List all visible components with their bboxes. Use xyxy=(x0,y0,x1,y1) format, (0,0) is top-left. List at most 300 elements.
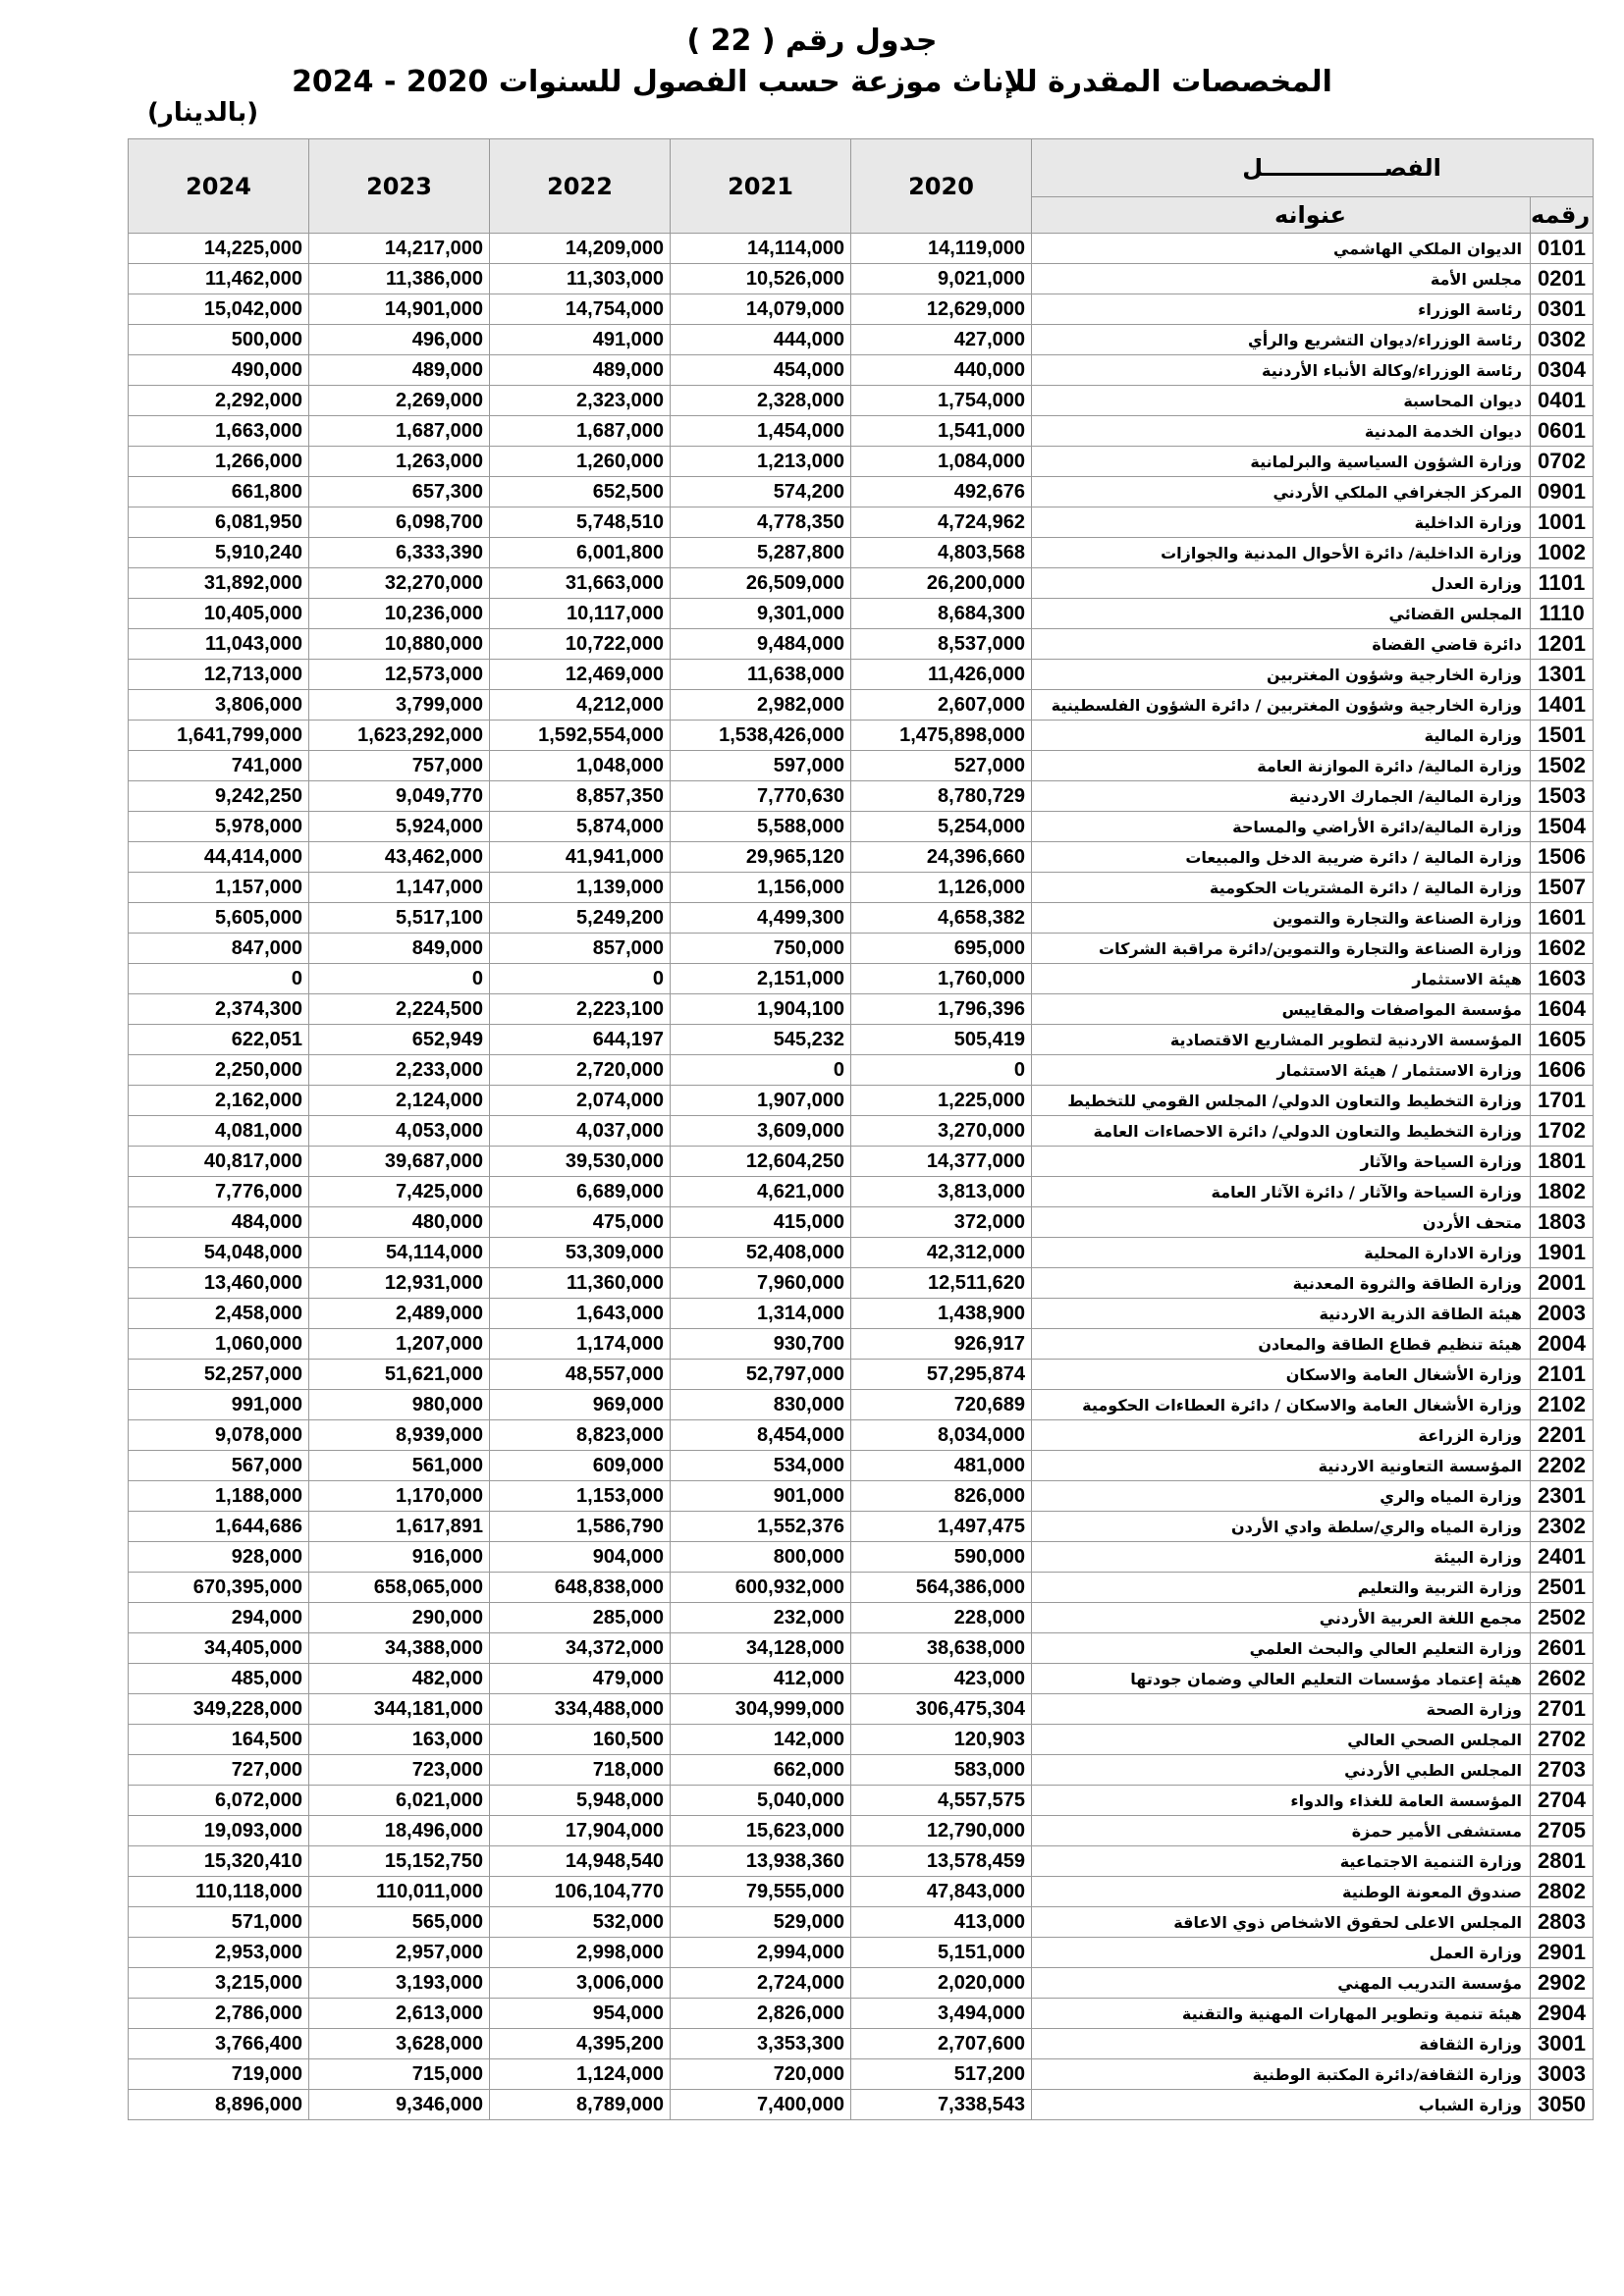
table-row xyxy=(129,629,1594,660)
chapter-code: 1606 xyxy=(1531,1055,1594,1086)
chapter-code: 1502 xyxy=(1531,751,1594,781)
chapter-name: هيئة تنظيم قطاع الطاقة والمعادن xyxy=(1032,1329,1531,1360)
chapter-name: هيئة الاستثمار xyxy=(1032,964,1531,994)
value-2022: 5,249,200 xyxy=(490,903,671,934)
chapter-name: وزارة الصناعة والتجارة والتموين xyxy=(1032,903,1531,934)
value-2021: 15,623,000 xyxy=(671,1816,851,1846)
chapter-name: ديوان الخدمة المدنية xyxy=(1032,416,1531,447)
table-row xyxy=(129,1390,1594,1420)
value-2021: 142,000 xyxy=(671,1725,851,1755)
value-2023: 51,621,000 xyxy=(309,1360,490,1390)
chapter-code: 2004 xyxy=(1531,1329,1594,1360)
value-2022: 1,643,000 xyxy=(490,1299,671,1329)
table-row xyxy=(129,477,1594,507)
chapter-code: 2704 xyxy=(1531,1786,1594,1816)
table-row xyxy=(129,1999,1594,2029)
chapter-code: 2003 xyxy=(1531,1299,1594,1329)
value-2021: 545,232 xyxy=(671,1025,851,1055)
value-2022: 53,309,000 xyxy=(490,1238,671,1268)
value-2023: 12,573,000 xyxy=(309,660,490,690)
value-2023: 652,949 xyxy=(309,1025,490,1055)
value-2023: 849,000 xyxy=(309,934,490,964)
table-row xyxy=(129,1512,1594,1542)
chapter-name: المجلس القضائي xyxy=(1032,599,1531,629)
chapter-code: 1503 xyxy=(1531,781,1594,812)
chapter-name: وزارة الثقافة/دائرة المكتبة الوطنية xyxy=(1032,2059,1531,2090)
value-2023: 15,152,750 xyxy=(309,1846,490,1877)
value-2021: 5,040,000 xyxy=(671,1786,851,1816)
value-2021: 304,999,000 xyxy=(671,1694,851,1725)
value-2023: 6,021,000 xyxy=(309,1786,490,1816)
value-2023: 10,880,000 xyxy=(309,629,490,660)
chapter-code: 2301 xyxy=(1531,1481,1594,1512)
value-2020: 0 xyxy=(851,1055,1032,1086)
value-2024: 928,000 xyxy=(129,1542,309,1573)
chapter-code: 2101 xyxy=(1531,1360,1594,1390)
value-2022: 652,500 xyxy=(490,477,671,507)
value-2020: 440,000 xyxy=(851,355,1032,386)
value-2024: 490,000 xyxy=(129,355,309,386)
value-2020: 120,903 xyxy=(851,1725,1032,1755)
value-2023: 2,269,000 xyxy=(309,386,490,416)
chapter-name: وزارة الأشغال العامة والاسكان / دائرة العطاءات الحكومية xyxy=(1032,1390,1531,1420)
chapter-name: وزارة المالية/ الجمارك الاردنية xyxy=(1032,781,1531,812)
value-2023: 7,425,000 xyxy=(309,1177,490,1207)
chapter-name: مجلس الأمة xyxy=(1032,264,1531,294)
value-2020: 3,813,000 xyxy=(851,1177,1032,1207)
value-2023: 565,000 xyxy=(309,1907,490,1938)
value-2021: 14,114,000 xyxy=(671,234,851,264)
table-row xyxy=(129,2029,1594,2059)
value-2022: 106,104,770 xyxy=(490,1877,671,1907)
table-row xyxy=(129,1329,1594,1360)
table-row xyxy=(129,1025,1594,1055)
value-2020: 228,000 xyxy=(851,1603,1032,1633)
table-row xyxy=(129,1116,1594,1147)
value-2021: 3,353,300 xyxy=(671,2029,851,2059)
value-2022: 12,469,000 xyxy=(490,660,671,690)
table-row xyxy=(129,1481,1594,1512)
value-2024: 2,374,300 xyxy=(129,994,309,1025)
table-row xyxy=(129,1268,1594,1299)
chapter-code: 1702 xyxy=(1531,1116,1594,1147)
chapter-code: 0901 xyxy=(1531,477,1594,507)
value-2021: 830,000 xyxy=(671,1390,851,1420)
chapter-code: 0601 xyxy=(1531,416,1594,447)
chapter-code: 2901 xyxy=(1531,1938,1594,1968)
value-2023: 6,098,700 xyxy=(309,507,490,538)
value-2023: 32,270,000 xyxy=(309,568,490,599)
value-2024: 349,228,000 xyxy=(129,1694,309,1725)
chapter-code: 2001 xyxy=(1531,1268,1594,1299)
value-2020: 38,638,000 xyxy=(851,1633,1032,1664)
chapter-code: 1602 xyxy=(1531,934,1594,964)
value-2024: 31,892,000 xyxy=(129,568,309,599)
value-2022: 31,663,000 xyxy=(490,568,671,599)
value-2024: 485,000 xyxy=(129,1664,309,1694)
value-2020: 12,790,000 xyxy=(851,1816,1032,1846)
chapter-code: 2705 xyxy=(1531,1816,1594,1846)
value-2022: 8,789,000 xyxy=(490,2090,671,2120)
value-2021: 1,904,100 xyxy=(671,994,851,1025)
value-2020: 2,020,000 xyxy=(851,1968,1032,1999)
value-2024: 3,806,000 xyxy=(129,690,309,721)
value-2021: 412,000 xyxy=(671,1664,851,1694)
value-2022: 954,000 xyxy=(490,1999,671,2029)
value-2023: 1,170,000 xyxy=(309,1481,490,1512)
value-2023: 8,939,000 xyxy=(309,1420,490,1451)
chapter-name: صندوق المعونة الوطنية xyxy=(1032,1877,1531,1907)
chapter-code: 1301 xyxy=(1531,660,1594,690)
chapter-code: 1110 xyxy=(1531,599,1594,629)
table-row xyxy=(129,234,1594,264)
chapter-code: 2801 xyxy=(1531,1846,1594,1877)
chapter-code: 1605 xyxy=(1531,1025,1594,1055)
value-2024: 14,225,000 xyxy=(129,234,309,264)
value-2022: 1,139,000 xyxy=(490,873,671,903)
value-2023: 1,147,000 xyxy=(309,873,490,903)
value-2023: 489,000 xyxy=(309,355,490,386)
value-2024: 670,395,000 xyxy=(129,1573,309,1603)
value-2021: 600,932,000 xyxy=(671,1573,851,1603)
value-2021: 800,000 xyxy=(671,1542,851,1573)
table-number: جدول رقم ( 22 ) xyxy=(686,24,938,58)
chapter-code: 2802 xyxy=(1531,1877,1594,1907)
value-2020: 306,475,304 xyxy=(851,1694,1032,1725)
col-2021-header: 2021 xyxy=(671,139,851,234)
value-2021: 2,724,000 xyxy=(671,1968,851,1999)
value-2021: 2,994,000 xyxy=(671,1938,851,1968)
value-2021: 1,454,000 xyxy=(671,416,851,447)
chapter-name: وزارة الصحة xyxy=(1032,1694,1531,1725)
currency-unit: (بالدينار) xyxy=(147,98,259,128)
value-2023: 43,462,000 xyxy=(309,842,490,873)
value-2023: 5,924,000 xyxy=(309,812,490,842)
value-2024: 1,157,000 xyxy=(129,873,309,903)
value-2023: 715,000 xyxy=(309,2059,490,2090)
value-2022: 6,689,000 xyxy=(490,1177,671,1207)
value-2023: 658,065,000 xyxy=(309,1573,490,1603)
value-2024: 19,093,000 xyxy=(129,1816,309,1846)
value-2023: 1,207,000 xyxy=(309,1329,490,1360)
value-2020: 2,707,600 xyxy=(851,2029,1032,2059)
chapter-name: متحف الأردن xyxy=(1032,1207,1531,1238)
value-2023: 12,931,000 xyxy=(309,1268,490,1299)
chapter-name: هيئة إعتماد مؤسسات التعليم العالي وضمان جودتها xyxy=(1032,1664,1531,1694)
value-2021: 1,552,376 xyxy=(671,1512,851,1542)
table-row xyxy=(129,2090,1594,2120)
value-2023: 2,224,500 xyxy=(309,994,490,1025)
value-2023: 2,124,000 xyxy=(309,1086,490,1116)
value-2021: 720,000 xyxy=(671,2059,851,2090)
value-2023: 11,386,000 xyxy=(309,264,490,294)
value-2021: 415,000 xyxy=(671,1207,851,1238)
value-2024: 294,000 xyxy=(129,1603,309,1633)
value-2021: 5,588,000 xyxy=(671,812,851,842)
value-2021: 3,609,000 xyxy=(671,1116,851,1147)
table-row xyxy=(129,812,1594,842)
value-2020: 1,796,396 xyxy=(851,994,1032,1025)
chapter-code: 2701 xyxy=(1531,1694,1594,1725)
allocations-table xyxy=(128,138,1594,2120)
value-2024: 40,817,000 xyxy=(129,1147,309,1177)
chapter-code: 1401 xyxy=(1531,690,1594,721)
col-2023-header: 2023 xyxy=(309,139,490,234)
value-2023: 14,901,000 xyxy=(309,294,490,325)
table-row xyxy=(129,568,1594,599)
value-2021: 4,621,000 xyxy=(671,1177,851,1207)
value-2020: 413,000 xyxy=(851,1907,1032,1938)
chapter-code: 1201 xyxy=(1531,629,1594,660)
value-2020: 826,000 xyxy=(851,1481,1032,1512)
chapter-name: مؤسسة التدريب المهني xyxy=(1032,1968,1531,1999)
value-2022: 969,000 xyxy=(490,1390,671,1420)
value-2024: 2,786,000 xyxy=(129,1999,309,2029)
value-2024: 847,000 xyxy=(129,934,309,964)
value-2022: 11,303,000 xyxy=(490,264,671,294)
value-2020: 720,689 xyxy=(851,1390,1032,1420)
chapter-code: 2202 xyxy=(1531,1451,1594,1481)
table-row xyxy=(129,386,1594,416)
chapter-name: المجلس الصحي العالي xyxy=(1032,1725,1531,1755)
chapter-name: وزارة الثقافة xyxy=(1032,2029,1531,2059)
value-2020: 14,119,000 xyxy=(851,234,1032,264)
value-2024: 164,500 xyxy=(129,1725,309,1755)
table-row xyxy=(129,1633,1594,1664)
value-2024: 5,605,000 xyxy=(129,903,309,934)
value-2024: 44,414,000 xyxy=(129,842,309,873)
value-2021: 1,213,000 xyxy=(671,447,851,477)
value-2020: 8,537,000 xyxy=(851,629,1032,660)
chapter-name: وزارة الداخلية/ دائرة الأحوال المدنية والجوازات xyxy=(1032,538,1531,568)
value-2023: 1,687,000 xyxy=(309,416,490,447)
table-row xyxy=(129,934,1594,964)
table-row xyxy=(129,842,1594,873)
value-2023: 757,000 xyxy=(309,751,490,781)
chapter-name: وزارة الأشغال العامة والاسكان xyxy=(1032,1360,1531,1390)
value-2022: 2,323,000 xyxy=(490,386,671,416)
table-row xyxy=(129,447,1594,477)
value-2023: 2,233,000 xyxy=(309,1055,490,1086)
table-row xyxy=(129,507,1594,538)
value-2022: 1,586,790 xyxy=(490,1512,671,1542)
value-2021: 574,200 xyxy=(671,477,851,507)
value-2021: 930,700 xyxy=(671,1329,851,1360)
chapter-code: 1802 xyxy=(1531,1177,1594,1207)
value-2024: 1,266,000 xyxy=(129,447,309,477)
value-2021: 901,000 xyxy=(671,1481,851,1512)
value-2020: 47,843,000 xyxy=(851,1877,1032,1907)
code-column-header: رقمه xyxy=(1531,197,1594,234)
chapter-name: هيئة الطاقة الذرية الاردنية xyxy=(1032,1299,1531,1329)
value-2023: 4,053,000 xyxy=(309,1116,490,1147)
value-2022: 718,000 xyxy=(490,1755,671,1786)
value-2024: 8,896,000 xyxy=(129,2090,309,2120)
value-2022: 648,838,000 xyxy=(490,1573,671,1603)
chapter-code: 1101 xyxy=(1531,568,1594,599)
table-row xyxy=(129,1147,1594,1177)
chapter-code: 2501 xyxy=(1531,1573,1594,1603)
value-2021: 14,079,000 xyxy=(671,294,851,325)
chapter-code: 1507 xyxy=(1531,873,1594,903)
value-2022: 41,941,000 xyxy=(490,842,671,873)
value-2024: 1,644,686 xyxy=(129,1512,309,1542)
value-2022: 6,001,800 xyxy=(490,538,671,568)
value-2024: 7,776,000 xyxy=(129,1177,309,1207)
chapter-name: المجلس الطبي الأردني xyxy=(1032,1755,1531,1786)
value-2023: 344,181,000 xyxy=(309,1694,490,1725)
value-2022: 857,000 xyxy=(490,934,671,964)
value-2021: 29,965,120 xyxy=(671,842,851,873)
chapter-name: المجلس الاعلى لحقوق الاشخاص ذوي الاعاقة xyxy=(1032,1907,1531,1938)
value-2021: 1,907,000 xyxy=(671,1086,851,1116)
value-2024: 10,405,000 xyxy=(129,599,309,629)
value-2022: 2,223,100 xyxy=(490,994,671,1025)
value-2023: 0 xyxy=(309,964,490,994)
chapter-code: 1801 xyxy=(1531,1147,1594,1177)
value-2020: 1,541,000 xyxy=(851,416,1032,447)
value-2023: 482,000 xyxy=(309,1664,490,1694)
value-2022: 285,000 xyxy=(490,1603,671,1633)
value-2022: 479,000 xyxy=(490,1664,671,1694)
value-2021: 13,938,360 xyxy=(671,1846,851,1877)
value-2022: 8,857,350 xyxy=(490,781,671,812)
table-body xyxy=(129,234,1594,2120)
value-2023: 1,623,292,000 xyxy=(309,721,490,751)
table-row xyxy=(129,2059,1594,2090)
chapter-name: المركز الجغرافي الملكي الأردني xyxy=(1032,477,1531,507)
value-2022: 8,823,000 xyxy=(490,1420,671,1451)
value-2023: 561,000 xyxy=(309,1451,490,1481)
value-2024: 1,641,799,000 xyxy=(129,721,309,751)
value-2023: 1,617,891 xyxy=(309,1512,490,1542)
table-row xyxy=(129,1907,1594,1938)
chapter-code: 0702 xyxy=(1531,447,1594,477)
value-2020: 42,312,000 xyxy=(851,1238,1032,1268)
value-2023: 9,049,770 xyxy=(309,781,490,812)
value-2023: 496,000 xyxy=(309,325,490,355)
chapter-name: المؤسسة التعاونية الاردنية xyxy=(1032,1451,1531,1481)
chapter-code: 1504 xyxy=(1531,812,1594,842)
table-row xyxy=(129,1542,1594,1573)
value-2022: 1,592,554,000 xyxy=(490,721,671,751)
value-2024: 34,405,000 xyxy=(129,1633,309,1664)
value-2022: 17,904,000 xyxy=(490,1816,671,1846)
chapter-code: 1603 xyxy=(1531,964,1594,994)
table-row xyxy=(129,1207,1594,1238)
table-row xyxy=(129,1938,1594,1968)
value-2020: 11,426,000 xyxy=(851,660,1032,690)
chapter-name: وزارة السياحة والآثار xyxy=(1032,1147,1531,1177)
value-2021: 9,484,000 xyxy=(671,629,851,660)
value-2021: 79,555,000 xyxy=(671,1877,851,1907)
chapter-name: وزارة التخطيط والتعاون الدولي/ دائرة الاحصاءات العامة xyxy=(1032,1116,1531,1147)
chapter-name: المؤسسة الاردنية لتطوير المشاريع الاقتصادية xyxy=(1032,1025,1531,1055)
chapter-code: 1501 xyxy=(1531,721,1594,751)
value-2020: 4,557,575 xyxy=(851,1786,1032,1816)
value-2023: 916,000 xyxy=(309,1542,490,1573)
value-2024: 571,000 xyxy=(129,1907,309,1938)
chapter-name: وزارة الزراعة xyxy=(1032,1420,1531,1451)
value-2020: 26,200,000 xyxy=(851,568,1032,599)
value-2024: 661,800 xyxy=(129,477,309,507)
value-2020: 517,200 xyxy=(851,2059,1032,2090)
value-2024: 4,081,000 xyxy=(129,1116,309,1147)
chapter-name: رئاسة الوزراء/وكالة الأنباء الأردنية xyxy=(1032,355,1531,386)
value-2023: 2,613,000 xyxy=(309,1999,490,2029)
value-2024: 15,320,410 xyxy=(129,1846,309,1877)
value-2024: 3,215,000 xyxy=(129,1968,309,1999)
value-2024: 1,188,000 xyxy=(129,1481,309,1512)
chapter-name: وزارة المالية/دائرة الأراضي والمساحة xyxy=(1032,812,1531,842)
value-2022: 4,395,200 xyxy=(490,2029,671,2059)
col-2020-header: 2020 xyxy=(851,139,1032,234)
value-2021: 2,328,000 xyxy=(671,386,851,416)
value-2020: 527,000 xyxy=(851,751,1032,781)
value-2024: 500,000 xyxy=(129,325,309,355)
value-2020: 3,270,000 xyxy=(851,1116,1032,1147)
value-2023: 54,114,000 xyxy=(309,1238,490,1268)
value-2020: 13,578,459 xyxy=(851,1846,1032,1877)
chapter-code: 0302 xyxy=(1531,325,1594,355)
value-2024: 2,953,000 xyxy=(129,1938,309,1968)
value-2023: 14,217,000 xyxy=(309,234,490,264)
value-2021: 534,000 xyxy=(671,1451,851,1481)
value-2024: 110,118,000 xyxy=(129,1877,309,1907)
value-2024: 12,713,000 xyxy=(129,660,309,690)
value-2021: 4,778,350 xyxy=(671,507,851,538)
value-2024: 6,081,950 xyxy=(129,507,309,538)
value-2023: 39,687,000 xyxy=(309,1147,490,1177)
value-2024: 484,000 xyxy=(129,1207,309,1238)
value-2021: 7,400,000 xyxy=(671,2090,851,2120)
value-2023: 9,346,000 xyxy=(309,2090,490,2120)
value-2021: 11,638,000 xyxy=(671,660,851,690)
value-2022: 5,748,510 xyxy=(490,507,671,538)
table-row xyxy=(129,1694,1594,1725)
table-row xyxy=(129,781,1594,812)
value-2020: 8,684,300 xyxy=(851,599,1032,629)
value-2022: 1,048,000 xyxy=(490,751,671,781)
value-2021: 1,538,426,000 xyxy=(671,721,851,751)
value-2021: 10,526,000 xyxy=(671,264,851,294)
value-2020: 4,724,962 xyxy=(851,507,1032,538)
chapter-name: هيئة تنمية وتطوير المهارات المهنية والتقنية xyxy=(1032,1999,1531,2029)
chapter-name: مستشفى الأمير حمزة xyxy=(1032,1816,1531,1846)
chapter-name: ديوان المحاسبة xyxy=(1032,386,1531,416)
chapter-code: 2803 xyxy=(1531,1907,1594,1938)
value-2022: 609,000 xyxy=(490,1451,671,1481)
value-2023: 290,000 xyxy=(309,1603,490,1633)
chapter-name: وزارة المياه والري xyxy=(1032,1481,1531,1512)
value-2020: 8,034,000 xyxy=(851,1420,1032,1451)
value-2022: 14,754,000 xyxy=(490,294,671,325)
table-row xyxy=(129,1816,1594,1846)
value-2024: 5,910,240 xyxy=(129,538,309,568)
value-2024: 11,462,000 xyxy=(129,264,309,294)
chapter-code: 2601 xyxy=(1531,1633,1594,1664)
table-row xyxy=(129,1177,1594,1207)
chapter-name: وزارة السياحة والآثار / دائرة الآثار العامة xyxy=(1032,1177,1531,1207)
chapter-code: 0401 xyxy=(1531,386,1594,416)
chapter-code: 1901 xyxy=(1531,1238,1594,1268)
value-2022: 1,153,000 xyxy=(490,1481,671,1512)
value-2021: 34,128,000 xyxy=(671,1633,851,1664)
value-2022: 11,360,000 xyxy=(490,1268,671,1299)
chapter-name: وزارة المالية/ دائرة الموازنة العامة xyxy=(1032,751,1531,781)
value-2021: 1,156,000 xyxy=(671,873,851,903)
table-row xyxy=(129,721,1594,751)
